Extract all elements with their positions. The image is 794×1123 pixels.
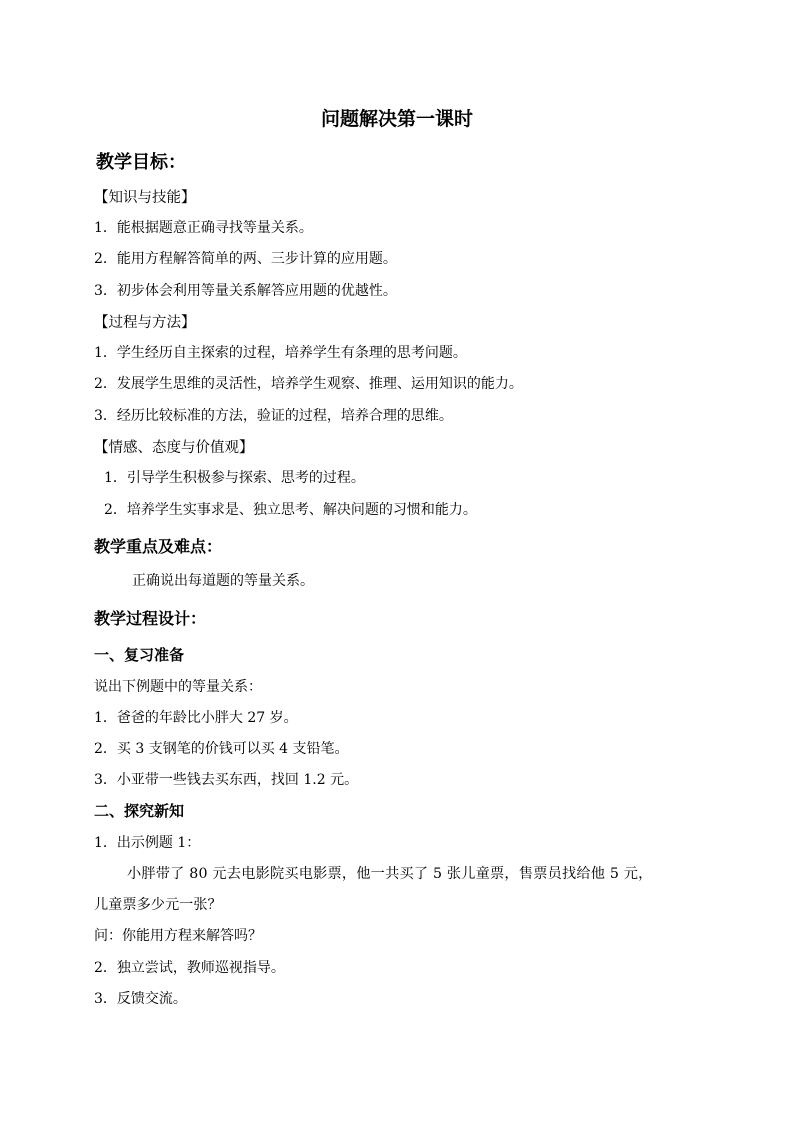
review-item: 2．买 3 支钢笔的价钱可以买 4 支铅笔。 xyxy=(94,741,349,757)
review-item: 1．爸爸的年龄比小胖大 27 岁。 xyxy=(94,710,298,726)
process-label: 【过程与方法】 xyxy=(94,315,196,331)
problem-text-line: 儿童票多少元一张？ xyxy=(94,897,222,913)
knowledge-item: 1．能根据题意正确寻找等量关系。 xyxy=(94,220,313,236)
review-intro: 说出下例题中的等量关系： xyxy=(94,679,262,695)
explore-step: 2．独立尝试，教师巡视指导。 xyxy=(94,960,285,976)
process-design-heading: 教学过程设计： xyxy=(94,609,207,628)
key-points-text: 正确说出每道题的等量关系。 xyxy=(132,573,314,589)
process-item: 3．经历比较标准的方法，验证的过程，培养合理的思维。 xyxy=(94,408,453,424)
key-points-heading: 教学重点及难点： xyxy=(94,537,223,556)
explore-step: 1．出示例题 1： xyxy=(94,835,201,851)
explore-step: 3．反馈交流。 xyxy=(94,991,187,1007)
problem-text-line: 小胖带了 80 元去电影院买电影票，他一共买了 5 张儿童票，售票员找给他 5 元， xyxy=(127,866,653,882)
explore-heading: 二、探究新知 xyxy=(94,802,185,820)
emotion-label: 【情感、态度与价值观】 xyxy=(94,440,254,456)
process-item: 2．发展学生思维的灵活性，培养学生观察、推理、运用知识的能力。 xyxy=(94,376,523,392)
knowledge-item: 3．初步体会利用等量关系解答应用题的优越性。 xyxy=(94,283,397,299)
page-title: 问题解决第一课时 xyxy=(320,108,473,130)
emotion-item: 2．培养学生实事求是、独立思考、解决问题的习惯和能力。 xyxy=(104,502,477,518)
emotion-item: 1．引导学生积极参与探索、思考的过程。 xyxy=(104,470,365,486)
objectives-heading: 教学目标： xyxy=(96,152,186,173)
knowledge-label: 【知识与技能】 xyxy=(94,190,196,206)
explore-question: 问：你能用方程来解答吗？ xyxy=(94,928,262,944)
knowledge-item: 2．能用方程解答简单的两、三步计算的应用题。 xyxy=(94,251,397,267)
review-item: 3．小亚带一些钱去买东西，找回 1.2 元。 xyxy=(94,772,359,788)
review-heading: 一、复习准备 xyxy=(94,646,185,664)
process-item: 1．学生经历自主探索的过程，培养学生有条理的思考问题。 xyxy=(94,345,467,361)
